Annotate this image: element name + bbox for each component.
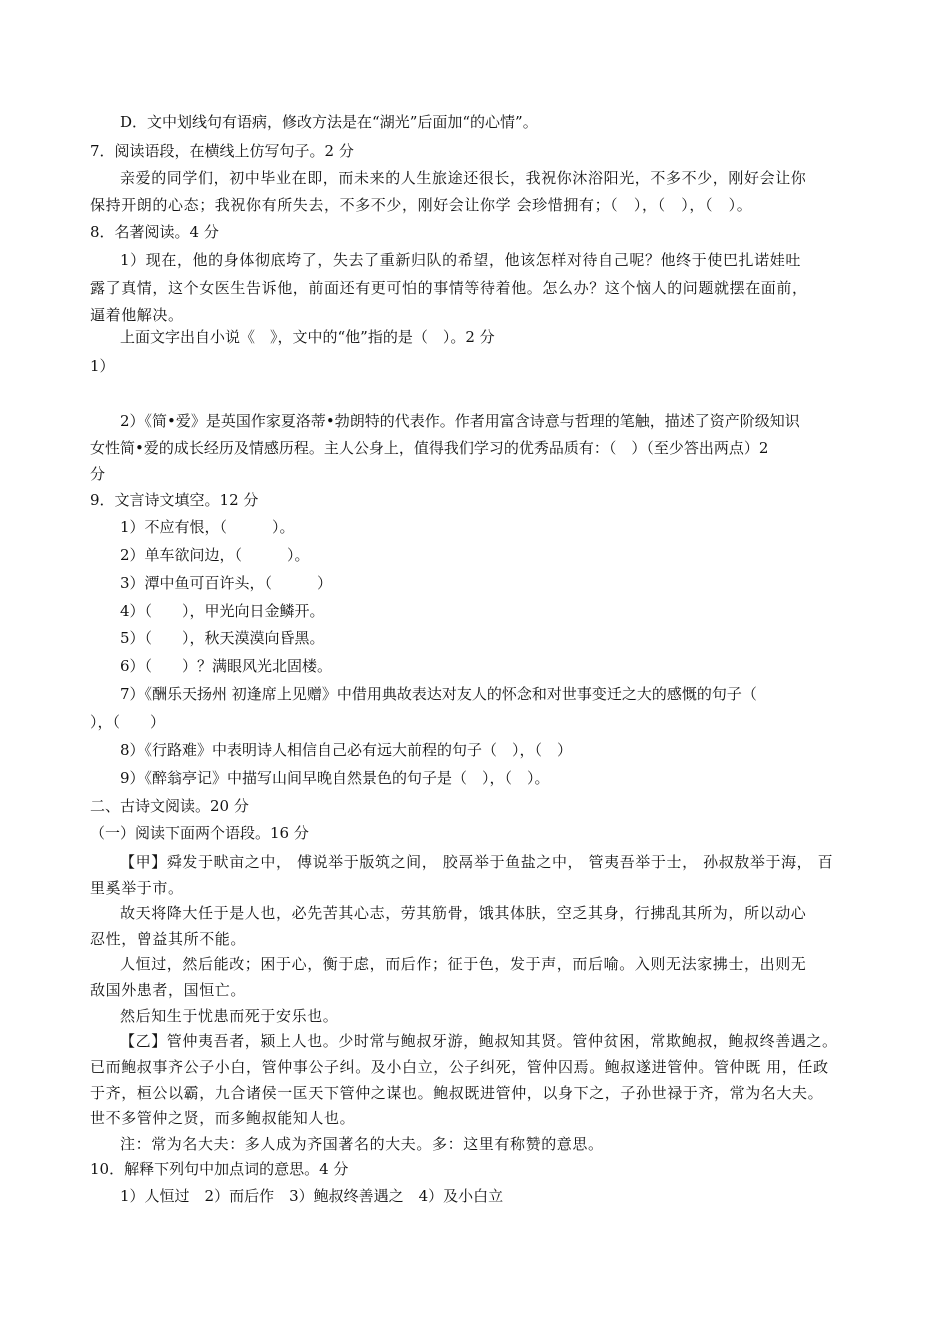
q8-sub-question-1: 上面文字出自小说《 》，文中的“他”指的是（ ）。2 分 bbox=[120, 328, 495, 346]
q9-item-6: 6）（ ）？满眼风光北固楼。 bbox=[120, 657, 333, 675]
q9-item-7-line-1: 7）《酬乐天扬州 初逢席上见赠》中借用典故表达对友人的怀念和对世事变迁之大的感慨的句子（ bbox=[120, 685, 757, 703]
question-9-heading: 9．文言诗文填空。12 分 bbox=[90, 491, 259, 509]
q8-sub-question-2-line-1: 2）《简•爱》是英国作家夏洛蒂•勃朗特的代表作。作者用富含诗意与哲理的笔触，描述了资产阶级知识 bbox=[120, 412, 800, 430]
passage-jia-line-4: 忍性，曾益其所不能。 bbox=[90, 930, 247, 948]
q9-item-8: 8）《行路难》中表明诗人相信自己必有远大前程的句子（ ），（ ） bbox=[120, 741, 573, 759]
q9-item-7-line-2: ），（ ） bbox=[90, 713, 166, 731]
passage-yi-line-4: 世不多管仲之贤，而多鲍叔能知人也。 bbox=[90, 1109, 356, 1127]
passage-jia-line-1: 【甲】舜发于畎亩之中， 傅说举于版筑之间， 胶鬲举于鱼盐之中， 管夷吾举于士， 孙叔敖举于海， 百 bbox=[120, 853, 834, 871]
sub-section-1-heading: （一）阅读下面两个语段。16 分 bbox=[90, 824, 309, 842]
question-10-heading: 10．解释下列句中加点词的意思。4 分 bbox=[90, 1160, 349, 1178]
question-7-heading: 7．阅读语段，在横线上仿写句子。2 分 bbox=[90, 142, 354, 160]
q8-passage-line-2: 露了真情，这个女医生告诉他，前面还有更可怕的事情等待着他。怎么办？这个恼人的问题就摆在面前， bbox=[90, 279, 808, 297]
passage-yi-line-2: 已而鲍叔事齐公子小白，管仲事公子纠。及小白立，公子纠死，管仲囚焉。鲍叔遂进管仲。管仲既 用，任政 bbox=[90, 1058, 829, 1076]
q9-item-2: 2）单车欲问边，（ ）。 bbox=[120, 546, 310, 564]
q8-passage-line-3: 逼着他解决。 bbox=[90, 306, 184, 324]
passage-jia-line-3: 故天将降大任于是人也，必先苦其心志，劳其筋骨，饿其体肤，空乏其身，行拂乱其所为，所以动心 bbox=[120, 904, 807, 922]
q9-item-1: 1）不应有恨，（ ）。 bbox=[120, 518, 295, 536]
section-2-heading: 二、古诗文阅读。20 分 bbox=[90, 797, 249, 815]
option-d-line: D．文中划线句有语病，修改方法是在“湖光”后面加“的心情”。 bbox=[120, 113, 538, 131]
q8-answer-1-label: 1） bbox=[90, 357, 115, 375]
passage-note: 注：常为名大夫：多人成为齐国著名的大夫。多：这里有称赞的意思。 bbox=[120, 1135, 604, 1153]
question-8-heading: 8．名著阅读。4 分 bbox=[90, 223, 219, 241]
q10-items: 1）人恒过 2）而后作 3）鲍叔终善遇之 4）及小白立 bbox=[120, 1187, 504, 1205]
q9-item-5: 5）（ ），秋天漠漠向昏黑。 bbox=[120, 629, 325, 647]
q7-passage-line-1: 亲爱的同学们，初中毕业在即，而未来的人生旅途还很长，我祝你沐浴阳光，不多不少，刚好会让你 bbox=[120, 169, 807, 187]
passage-jia-line-5: 人恒过，然后能改；困于心，衡于虑，而后作；征于色，发于声，而后喻。入则无法家拂士，出则无 bbox=[120, 955, 807, 973]
q7-passage-line-2: 保持开朗的心态；我祝你有所失去，不多不少，刚好会让你学 会珍惜拥有；（ ），（ ），（ ）。 bbox=[90, 196, 753, 214]
q9-item-3: 3）潭中鱼可百许头，（ ） bbox=[120, 574, 333, 592]
q9-item-4: 4）（ ），甲光向日金鳞开。 bbox=[120, 602, 325, 620]
q8-passage-line-1: 1）现在，他的身体彻底垮了，失去了重新归队的希望，他该怎样对待自己呢？他终于使巴扎诺娃吐 bbox=[120, 251, 801, 269]
q9-item-9: 9）《醉翁亭记》中描写山间早晚自然景色的句子是（ ），（ ）。 bbox=[120, 769, 550, 787]
q8-sub-question-2-line-3: 分 bbox=[90, 465, 106, 483]
q8-sub-question-2-line-2: 女性简•爱的成长经历及情感历程。主人公身上，值得我们学习的优秀品质有：（ ）（至少答出两点）2 bbox=[90, 439, 769, 457]
passage-jia-line-2: 里奚举于市。 bbox=[90, 879, 184, 897]
passage-yi-line-3: 于齐，桓公以霸，九合诸侯一匡天下管仲之谋也。鲍叔既进管仲，以身下之，子孙世禄于齐，常为名大夫。 bbox=[90, 1084, 824, 1102]
passage-yi-line-1: 【乙】管仲夷吾者，颍上人也。少时常与鲍叔牙游，鲍叔知其贤。管仲贫困，常欺鲍叔，鲍叔终善遇之。 bbox=[120, 1032, 838, 1050]
passage-jia-line-7: 然后知生于忧患而死于安乐也。 bbox=[120, 1007, 339, 1025]
passage-jia-line-6: 敌国外患者，国恒亡。 bbox=[90, 981, 247, 999]
